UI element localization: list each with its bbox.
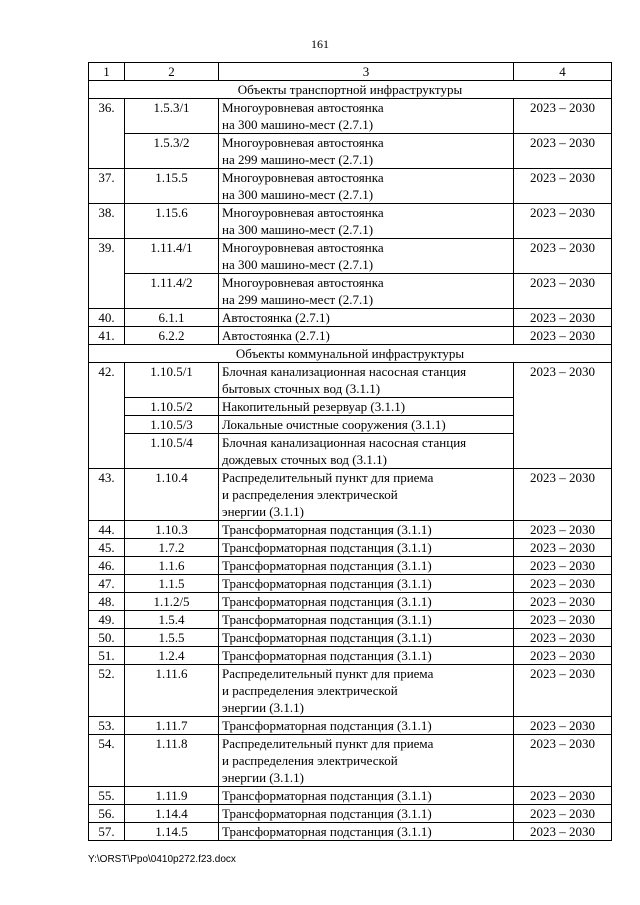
implementation-period: 2023 – 2030 — [514, 611, 612, 629]
implementation-period: 2023 – 2030 — [514, 575, 612, 593]
table-row — [89, 575, 612, 593]
row-number: 47. — [89, 575, 125, 593]
row-number: 49. — [89, 611, 125, 629]
object-name: Автостоянка (2.7.1) — [219, 327, 514, 345]
table-row — [89, 204, 612, 239]
table-row — [89, 309, 612, 327]
implementation-period: 2023 – 2030 — [514, 647, 612, 665]
section-title: Объекты транспортной инфраструктуры — [89, 81, 612, 99]
table-row — [89, 805, 612, 823]
object-name: Распределительный пункт для приема и распределения электрической энергии (3.1.1) — [219, 469, 514, 521]
file-path-footer: Y:\ORST\Ppo\0410p272.f23.docx — [88, 854, 236, 865]
object-code: 1.1.5 — [125, 575, 219, 593]
table-row — [89, 629, 612, 647]
object-name: Трансформаторная подстанция (3.1.1) — [219, 647, 514, 665]
object-name: Трансформаторная подстанция (3.1.1) — [219, 593, 514, 611]
implementation-period: 2023 – 2030 — [514, 134, 612, 169]
object-code: 1.10.5/4 — [125, 434, 219, 469]
object-name: Распределительный пункт для приема и распределения электрической энергии (3.1.1) — [219, 665, 514, 717]
row-number: 41. — [89, 327, 125, 345]
object-name: Трансформаторная подстанция (3.1.1) — [219, 557, 514, 575]
column-header: 2 — [125, 63, 219, 81]
object-name: Трансформаторная подстанция (3.1.1) — [219, 823, 514, 841]
row-number: 54. — [89, 735, 125, 787]
object-code: 1.10.5/1 — [125, 363, 219, 398]
table-row — [89, 735, 612, 787]
row-number: 42. — [89, 363, 125, 469]
section-header-row — [89, 81, 612, 99]
table-row — [89, 169, 612, 204]
table-row — [89, 647, 612, 665]
row-number: 46. — [89, 557, 125, 575]
object-code: 1.11.7 — [125, 717, 219, 735]
objects-table — [88, 62, 612, 841]
object-name: Трансформаторная подстанция (3.1.1) — [219, 575, 514, 593]
object-name: Трансформаторная подстанция (3.1.1) — [219, 539, 514, 557]
object-name: Трансформаторная подстанция (3.1.1) — [219, 611, 514, 629]
object-code: 1.5.3/2 — [125, 134, 219, 169]
object-code: 1.11.8 — [125, 735, 219, 787]
column-header: 1 — [89, 63, 125, 81]
object-code: 1.14.4 — [125, 805, 219, 823]
object-code: 1.11.4/1 — [125, 239, 219, 274]
object-code: 1.11.4/2 — [125, 274, 219, 309]
row-number: 51. — [89, 647, 125, 665]
implementation-period: 2023 – 2030 — [514, 274, 612, 309]
table-row — [89, 363, 612, 398]
table-row — [89, 99, 612, 134]
object-name: Распределительный пункт для приема и распределения электрической энергии (3.1.1) — [219, 735, 514, 787]
row-number: 52. — [89, 665, 125, 717]
implementation-period: 2023 – 2030 — [514, 787, 612, 805]
object-code: 1.10.3 — [125, 521, 219, 539]
implementation-period: 2023 – 2030 — [514, 557, 612, 575]
implementation-period: 2023 – 2030 — [514, 169, 612, 204]
row-number: 38. — [89, 204, 125, 239]
row-number: 45. — [89, 539, 125, 557]
implementation-period: 2023 – 2030 — [514, 239, 612, 274]
row-number: 37. — [89, 169, 125, 204]
implementation-period: 2023 – 2030 — [514, 309, 612, 327]
object-name: Многоуровневая автостоянка на 300 машино-мест (2.7.1) — [219, 204, 514, 239]
object-name: Трансформаторная подстанция (3.1.1) — [219, 521, 514, 539]
row-number: 39. — [89, 239, 125, 309]
object-code: 1.11.6 — [125, 665, 219, 717]
implementation-period: 2023 – 2030 — [514, 521, 612, 539]
implementation-period: 2023 – 2030 — [514, 629, 612, 647]
table-row — [89, 611, 612, 629]
table-row — [89, 787, 612, 805]
object-code: 1.1.6 — [125, 557, 219, 575]
object-name: Локальные очистные сооружения (3.1.1) — [219, 416, 514, 434]
object-name: Автостоянка (2.7.1) — [219, 309, 514, 327]
implementation-period: 2023 – 2030 — [514, 717, 612, 735]
row-number: 40. — [89, 309, 125, 327]
table-row — [89, 239, 612, 274]
row-number: 55. — [89, 787, 125, 805]
object-name: Трансформаторная подстанция (3.1.1) — [219, 805, 514, 823]
section-header-row — [89, 345, 612, 363]
object-name: Многоуровневая автостоянка на 299 машино-мест (2.7.1) — [219, 274, 514, 309]
implementation-period: 2023 – 2030 — [514, 327, 612, 345]
row-number: 48. — [89, 593, 125, 611]
implementation-period: 2023 – 2030 — [514, 99, 612, 134]
implementation-period: 2023 – 2030 — [514, 665, 612, 717]
column-header: 3 — [219, 63, 514, 81]
object-name: Блочная канализационная насосная станция бытовых сточных вод (3.1.1) — [219, 363, 514, 398]
table-row — [89, 539, 612, 557]
section-title: Объекты коммунальной инфраструктуры — [89, 345, 612, 363]
table-row — [89, 327, 612, 345]
table-row — [89, 521, 612, 539]
column-header: 4 — [514, 63, 612, 81]
row-number: 53. — [89, 717, 125, 735]
row-number: 44. — [89, 521, 125, 539]
object-name: Блочная канализационная насосная станция дождевых сточных вод (3.1.1) — [219, 434, 514, 469]
table-row — [89, 593, 612, 611]
object-code: 1.5.3/1 — [125, 99, 219, 134]
object-name: Накопительный резервуар (3.1.1) — [219, 398, 514, 416]
table-header-row — [89, 63, 612, 81]
object-code: 1.15.5 — [125, 169, 219, 204]
object-name: Трансформаторная подстанция (3.1.1) — [219, 787, 514, 805]
implementation-period: 2023 – 2030 — [514, 469, 612, 521]
row-number: 56. — [89, 805, 125, 823]
object-code: 1.2.4 — [125, 647, 219, 665]
row-number: 57. — [89, 823, 125, 841]
table-row — [89, 134, 612, 169]
object-name: Многоуровневая автостоянка на 300 машино-мест (2.7.1) — [219, 169, 514, 204]
object-code: 1.7.2 — [125, 539, 219, 557]
implementation-period: 2023 – 2030 — [514, 735, 612, 787]
object-code: 1.10.4 — [125, 469, 219, 521]
object-code: 1.11.9 — [125, 787, 219, 805]
table-row — [89, 469, 612, 521]
object-name: Многоуровневая автостоянка на 300 машино-мест (2.7.1) — [219, 99, 514, 134]
table-row — [89, 823, 612, 841]
page-number: 161 — [311, 37, 329, 51]
implementation-period: 2023 – 2030 — [514, 593, 612, 611]
object-code: 1.5.5 — [125, 629, 219, 647]
object-code: 6.1.1 — [125, 309, 219, 327]
table-row — [89, 557, 612, 575]
object-code: 1.1.2/5 — [125, 593, 219, 611]
object-name: Многоуровневая автостоянка на 299 машино-мест (2.7.1) — [219, 134, 514, 169]
object-code: 1.15.6 — [125, 204, 219, 239]
object-code: 6.2.2 — [125, 327, 219, 345]
implementation-period: 2023 – 2030 — [514, 539, 612, 557]
implementation-period: 2023 – 2030 — [514, 363, 612, 469]
object-code: 1.10.5/2 — [125, 398, 219, 416]
object-name: Многоуровневая автостоянка на 300 машино-мест (2.7.1) — [219, 239, 514, 274]
row-number: 43. — [89, 469, 125, 521]
object-name: Трансформаторная подстанция (3.1.1) — [219, 717, 514, 735]
implementation-period: 2023 – 2030 — [514, 204, 612, 239]
implementation-period: 2023 – 2030 — [514, 823, 612, 841]
object-code: 1.10.5/3 — [125, 416, 219, 434]
row-number: 50. — [89, 629, 125, 647]
row-number: 36. — [89, 99, 125, 169]
object-code: 1.14.5 — [125, 823, 219, 841]
table-row — [89, 717, 612, 735]
table-row — [89, 665, 612, 717]
object-code: 1.5.4 — [125, 611, 219, 629]
table-row — [89, 274, 612, 309]
object-name: Трансформаторная подстанция (3.1.1) — [219, 629, 514, 647]
implementation-period: 2023 – 2030 — [514, 805, 612, 823]
